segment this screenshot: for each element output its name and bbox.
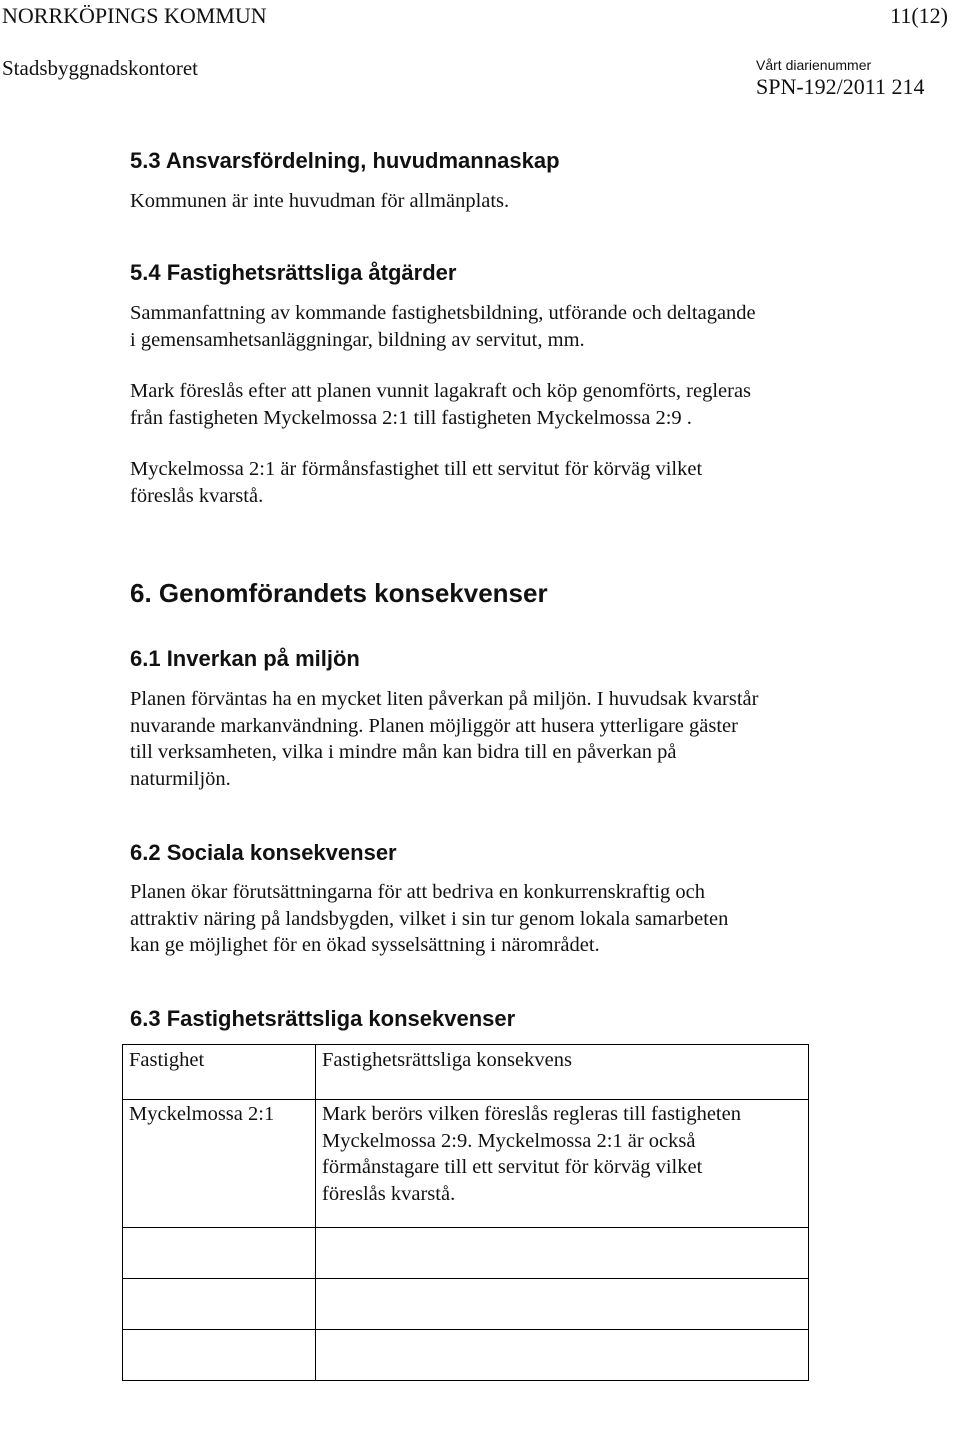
table-cell-empty bbox=[316, 1228, 809, 1279]
heading-6-2: 6.2 Sociala konsekvenser bbox=[130, 840, 397, 865]
heading-6-3: 6.3 Fastighetsrättsliga konsekvenser bbox=[130, 1006, 516, 1031]
table-row-empty bbox=[123, 1330, 809, 1381]
heading-5-3: 5.3 Ansvarsfördelning, huvudmannaskap bbox=[130, 148, 560, 173]
table-cell-property: Myckelmossa 2:1 bbox=[123, 1100, 316, 1228]
department-name: Stadsbyggnadskontoret bbox=[2, 56, 198, 80]
page-number: 11(12) bbox=[890, 3, 948, 28]
reference-number: SPN-192/2011 214 bbox=[756, 74, 925, 99]
table-cell-empty bbox=[316, 1279, 809, 1330]
heading-6-1: 6.1 Inverkan på miljön bbox=[130, 646, 360, 671]
table-header-property: Fastighet bbox=[123, 1045, 316, 1100]
paragraph-6-1 bbox=[130, 686, 758, 792]
text-line: naturmiljön. bbox=[130, 767, 231, 790]
text-line: till verksamheten, vilka i mindre mån kan bidra till en påverkan på bbox=[130, 741, 677, 763]
table-header-row bbox=[123, 1045, 809, 1100]
table-cell-consequence bbox=[316, 1100, 809, 1228]
text-line: föreslås kvarstå. bbox=[322, 1182, 456, 1205]
text-line: Sammanfattning av kommande fastighetsbildning, utförande och deltagande bbox=[130, 302, 756, 324]
text-line: Myckelmossa 2:9. Myckelmossa 2:1 är också bbox=[322, 1129, 696, 1152]
heading-6: 6. Genomförandets konsekvenser bbox=[130, 578, 548, 608]
paragraph-5-4-intro bbox=[130, 300, 756, 353]
table-row bbox=[123, 1100, 809, 1228]
reference-label: Vårt diarienummer bbox=[756, 57, 872, 73]
text-line: i gemensamhetsanläggningar, bildning av servitut, mm. bbox=[130, 328, 585, 351]
paragraph-5-4-reglering bbox=[130, 378, 751, 431]
text-line: från fastigheten Myckelmossa 2:1 till fastigheten Myckelmossa 2:9 . bbox=[130, 406, 692, 429]
text-line: Planen ökar förutsättningarna för att bedriva en konkurrenskraftig och bbox=[130, 881, 705, 903]
table-row-empty bbox=[123, 1279, 809, 1330]
text-line: Mark föreslås efter att planen vunnit lagakraft och köp genomförts, regleras bbox=[130, 380, 752, 402]
consequences-table bbox=[122, 1044, 809, 1381]
table-cell-empty bbox=[316, 1330, 809, 1381]
text-line: förmånstagare till ett servitut för körväg vilket bbox=[322, 1156, 703, 1178]
table-cell-empty bbox=[123, 1279, 316, 1330]
text-line: Myckelmossa 2:1 är förmånsfastighet till ett servitut för körväg vilket bbox=[130, 458, 703, 480]
paragraph-5-4-servitut bbox=[130, 456, 702, 509]
paragraph-6-2 bbox=[130, 879, 728, 959]
text-line: kan ge möjlighet för en ökad sysselsättning i närområdet. bbox=[130, 934, 600, 956]
text-line: attraktiv näring på landsbygden, vilket i sin tur genom lokala samarbeten bbox=[130, 907, 729, 930]
table-row-empty bbox=[123, 1228, 809, 1279]
table-cell-empty bbox=[123, 1330, 316, 1381]
text-line: nuvarande markanvändning. Planen möjliggör att husera ytterligare gäster bbox=[130, 714, 738, 737]
heading-5-4: 5.4 Fastighetsrättsliga åtgärder bbox=[130, 260, 457, 285]
table-header-consequence: Fastighetsrättsliga konsekvens bbox=[316, 1045, 809, 1100]
text-line: Kommunen är inte huvudman för allmänplats. bbox=[130, 190, 510, 212]
organization-name: NORRKÖPINGS KOMMUN bbox=[2, 3, 267, 28]
text-line: föreslås kvarstå. bbox=[130, 484, 264, 507]
text-line: Mark berörs vilken föreslås regleras till fastigheten bbox=[322, 1103, 741, 1125]
paragraph-5-3 bbox=[130, 188, 509, 215]
table-cell-empty bbox=[123, 1228, 316, 1279]
text-line: Planen förväntas ha en mycket liten påverkan på miljön. I huvudsak kvarstår bbox=[130, 688, 759, 710]
